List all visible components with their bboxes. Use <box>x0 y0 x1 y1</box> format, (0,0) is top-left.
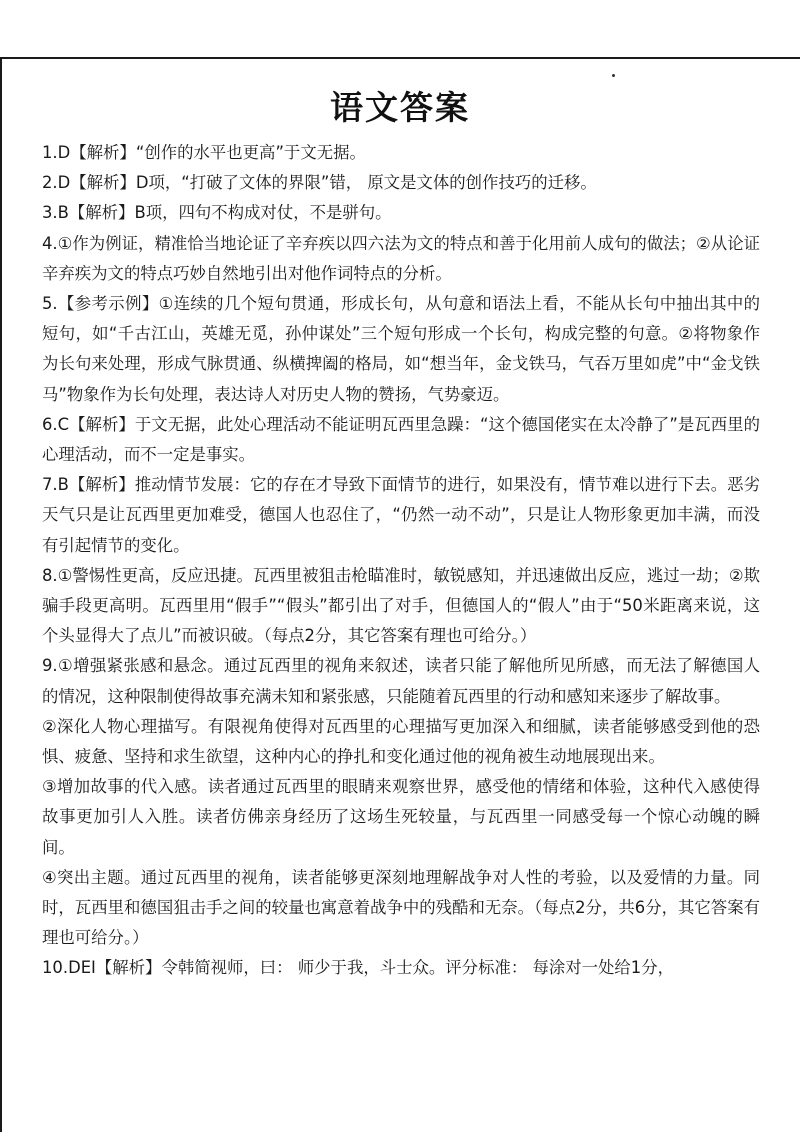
answer-8: 8.①警惕性更高，反应迅捷。瓦西里被狙击枪瞄准时，敏锐感知，并迅速做出反应，逃过一劫；②欺骗手段更高明。瓦西里用“假手”“假头”都引出了对手，但德国人的“假人”由于“50米距离来说，这个头显得大了点儿”而被识破。（每点2分，其它答案有理也可给分。） <box>42 565 760 646</box>
answer-9-point-1: 9.①增强紧张感和悬念。通过瓦西里的视角来叙述，读者只能了解他所见所感，而无法了解德国人的情况，这种限制使得故事充满未知和紧张感，只能随着瓦西里的行动和感知来逐步了解故事。 <box>42 656 760 706</box>
answer-5: 5.【参考示例】①连续的几个短句贯通，形成长句，从句意和语法上看，不能从长句中抽出其中的短句，如“千古江山，英雄无觅，孙仲谋处”三个短句形成一个长句，构成完整的句意。②将物象作为长句来处理，形成气脉贯通、纵横捭阖的格局，如“想当年，金戈铁马，气吞万里如虎”中“金戈铁马”物象作为长句处理，表达诗人对历史人物的赞扬，气势豪迈。 <box>42 294 760 404</box>
answer-4: 4.①作为例证，精准恰当地论证了辛弃疾以四六法为文的特点和善于化用前人成句的做法；②从论证辛弃疾为文的特点巧妙自然地引出对他作词特点的分析。 <box>42 233 760 283</box>
answer-body <box>42 138 760 984</box>
answer-1: 1.D【解析】“创作的水平也更高”于文无据。 <box>42 143 366 162</box>
answer-3: 3.B【解析】B项，四句不构成对仗，不是骈句。 <box>42 203 392 223</box>
answer-10: 10.DEI【解析】令韩简视师，曰： 师少于我，斗士众。评分标准： 每涂对一处给1分， <box>42 958 675 978</box>
page-top-border <box>0 57 800 59</box>
answer-9-point-4: ④突出主题。通过瓦西里的视角，读者能够更深刻地理解战争对人性的考验，以及爱情的力量。同时，瓦西里和德国狙击手之间的较量也寓意着战争中的残酷和无奈。（每点2分，共6分，其它答案有理也可给分。） <box>42 867 760 948</box>
answer-6: 6.C【解析】于文无据，此处心理活动不能证明瓦西里急躁：“这个德国佬实在太冷静了”是瓦西里的心理活动，而不一定是事实。 <box>42 414 760 465</box>
answer-9-point-3: ③增加故事的代入感。读者通过瓦西里的眼睛来观察世界，感受他的情绪和体验，这种代入感使得故事更加引人入胜。读者仿佛亲身经历了这场生死较量，与瓦西里一同感受每一个惊心动魄的瞬间。 <box>42 777 760 857</box>
scan-speck <box>612 74 615 77</box>
answer-2: 2.D【解析】D项，“打破了文体的界限”错， 原文是文体的创作技巧的迁移。 <box>42 173 597 193</box>
page-left-border <box>0 57 2 1132</box>
page-title: 语文答案 <box>330 88 470 127</box>
answer-9-point-2: ②深化人物心理描写。有限视角使得对瓦西里的心理描写更加深入和细腻，读者能够感受到他的恐惧、疲惫、坚持和求生欲望，这种内心的挣扎和变化通过他的视角被生动地展现出来。 <box>42 716 760 767</box>
answer-7: 7.B【解析】推动情节发展：它的存在才导致下面情节的进行，如果没有，情节难以进行下去。恶劣天气只是让瓦西里更加难受，德国人也忍住了，“仍然一动不动”，只是让人物形象更加丰满，而没有引起情节的变化。 <box>42 475 760 555</box>
